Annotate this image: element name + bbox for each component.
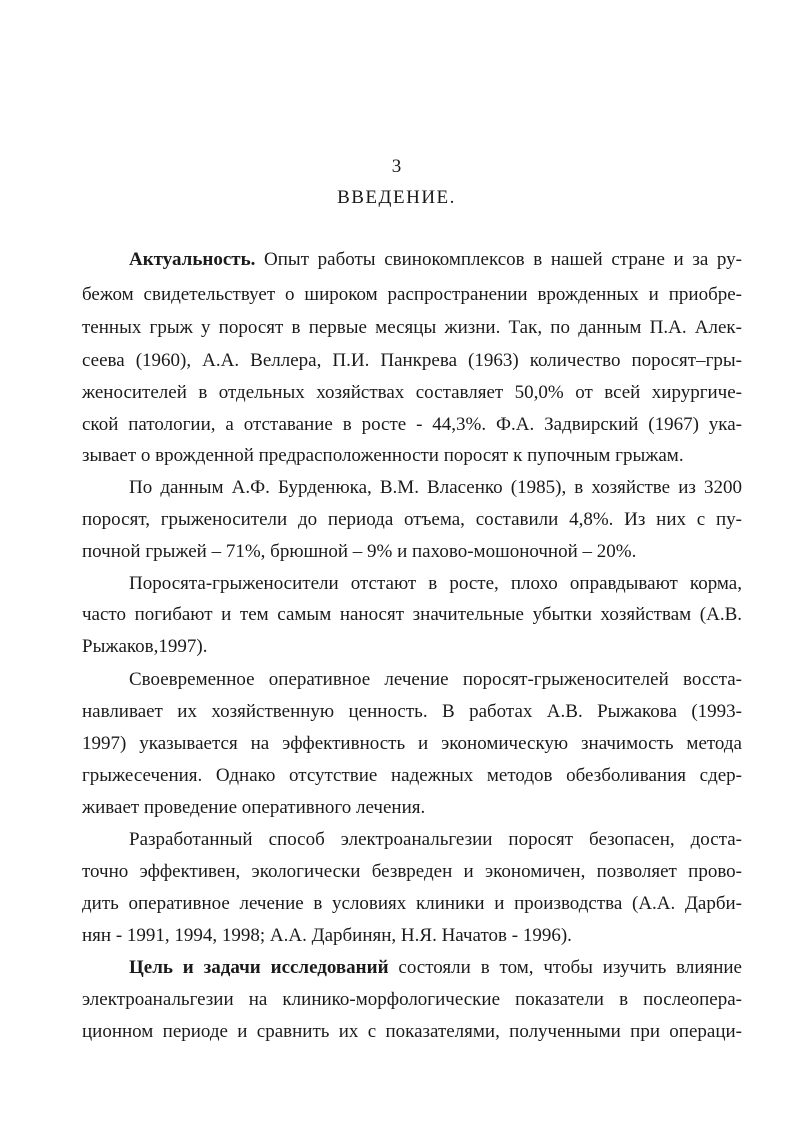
paragraph-line: зывает о врожденной предрасположенности поросят к пупочным грыжам. bbox=[82, 445, 684, 466]
paragraph-line: дить оперативное лечение в условиях клиники и производства (А.А. Дарби- bbox=[82, 893, 742, 914]
paragraph-line: ционном периоде и сравнить их с показателями, полученными при операци- bbox=[82, 1021, 742, 1042]
section-heading: Актуальность. bbox=[129, 249, 256, 270]
paragraph-line: навливает их хозяйственную ценность. В работах А.В. Рыжакова (1993- bbox=[82, 701, 742, 722]
paragraph-line: почной грыжей – 71%, брюшной – 9% и пахово-мошоночной – 20%. bbox=[82, 541, 637, 562]
paragraph-line bbox=[129, 956, 742, 980]
paragraph-line: Своевременное оперативное лечение поросят-грыженосителей восста- bbox=[129, 669, 742, 690]
paragraph-line: часто погибают и тем самым наносят значительные убытки хозяйствам (А.В. bbox=[82, 604, 742, 625]
paragraph-line: Рыжаков,1997). bbox=[82, 636, 208, 657]
paragraph-line: сеева (1960), А.А. Веллера, П.И. Панкрева (1963) количество поросят–гры- bbox=[82, 350, 742, 371]
section-heading: Цель и задачи исследований bbox=[129, 957, 389, 978]
paragraph-line: Разработанный способ электроанальгезии поросят безопасен, доста- bbox=[129, 829, 742, 850]
paragraph-line bbox=[129, 248, 742, 272]
page-number: 3 bbox=[391, 156, 402, 177]
page-title: ВВЕДЕНИЕ. bbox=[337, 187, 456, 208]
paragraph-text: Опыт работы свинокомплексов в нашей стране и за ру- bbox=[255, 249, 742, 270]
paragraph-line: грыжесечения. Однако отсутствие надежных методов обезболивания сдер- bbox=[82, 765, 742, 786]
paragraph-line: электроанальгезии на клинико-морфологические показатели в послеопера- bbox=[82, 989, 742, 1010]
paragraph-line: По данным А.Ф. Бурденюка, В.М. Власенко (1985), в хозяйстве из 3200 bbox=[129, 477, 742, 498]
paragraph-text: состояли в том, чтобы изучить влияние bbox=[388, 957, 742, 978]
paragraph-line: поросят, грыженосители до периода отъема, составили 4,8%. Из них с пу- bbox=[82, 509, 742, 530]
paragraph-line: ской патологии, а отставание в росте - 44,3%. Ф.А. Задвирский (1967) ука- bbox=[82, 414, 742, 435]
paragraph-line: точно эффективен, экологически безвреден и экономичен, позволяет прово- bbox=[82, 861, 742, 882]
paragraph-line: нян - 1991, 1994, 1998; А.А. Дарбинян, Н.Я. Начатов - 1996). bbox=[82, 925, 572, 946]
paragraph-line: бежом свидетельствует о широком распространении врожденных и приобре- bbox=[82, 284, 742, 305]
paragraph-line: Поросята-грыженосители отстают в росте, плохо оправдывают корма, bbox=[129, 573, 742, 594]
paragraph-line: женосителей в отдельных хозяйствах составляет 50,0% от всей хирургиче- bbox=[82, 382, 742, 403]
paragraph-line: 1997) указывается на эффективность и экономическую значимость метода bbox=[82, 733, 742, 754]
paragraph-line: тенных грыж у поросят в первые месяцы жизни. Так, по данным П.А. Алек- bbox=[82, 317, 742, 338]
paragraph-line: живает проведение оперативного лечения. bbox=[82, 797, 426, 818]
